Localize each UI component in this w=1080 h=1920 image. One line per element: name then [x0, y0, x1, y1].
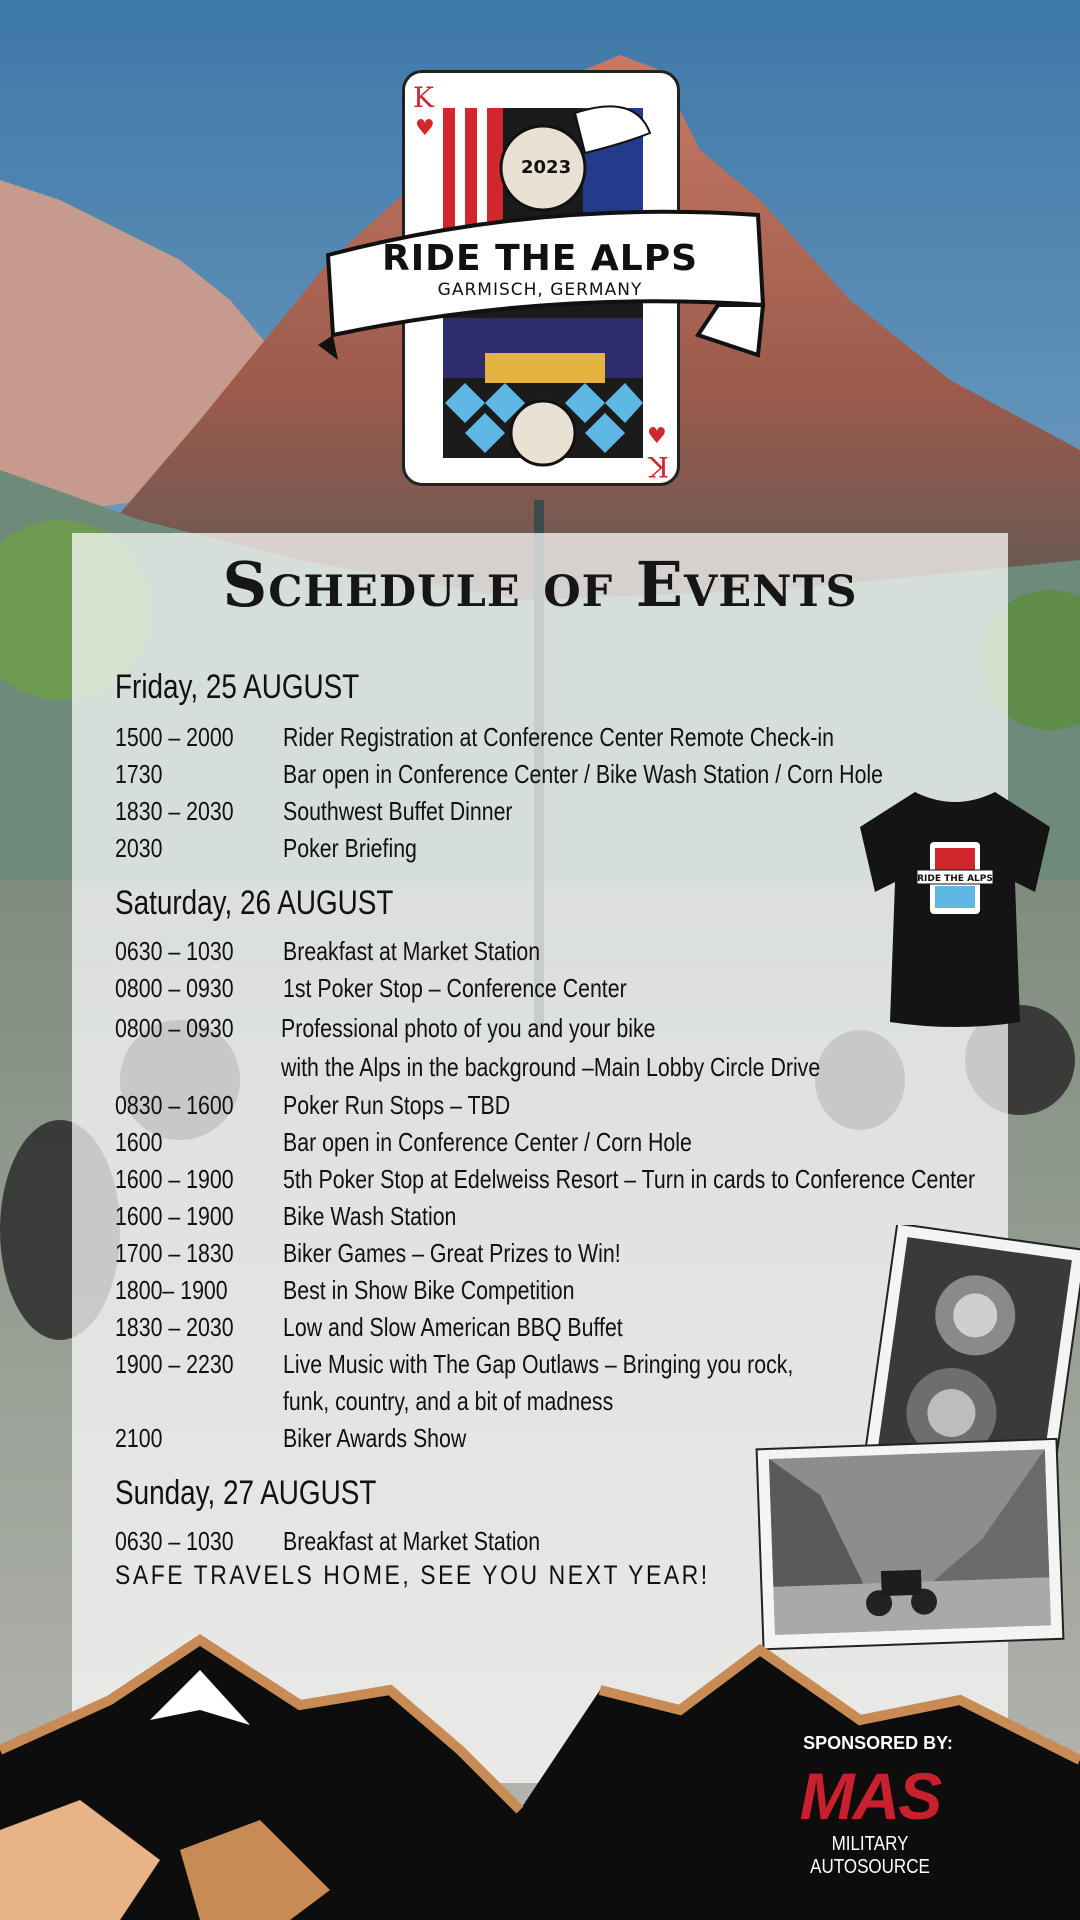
svg-text:♥: ♥ — [415, 116, 435, 141]
event-time: 1900 – 2230 — [115, 1349, 234, 1379]
event-time: 0830 – 1600 — [115, 1090, 234, 1120]
event-time: 1700 – 1830 — [115, 1238, 234, 1268]
tshirt-print-text: RIDE THE ALPS — [917, 874, 993, 884]
event-description-continued: with the Alps in the background –Main Lobby Circle Drive — [281, 1052, 821, 1082]
sponsor-name: MILITARY AUTOSOURCE — [810, 1833, 930, 1878]
event-description: Southwest Buffet Dinner — [283, 796, 513, 826]
event-description-continued: funk, country, and a bit of madness — [283, 1386, 614, 1416]
event-description: Low and Slow American BBQ Buffet — [283, 1312, 623, 1342]
event-description: Bike Wash Station — [283, 1201, 457, 1231]
card-rank-top: K — [413, 81, 434, 114]
event-description: Poker Briefing — [283, 833, 417, 863]
event-description: Poker Run Stops – TBD — [283, 1090, 511, 1120]
event-time: 0800 – 0930 — [115, 973, 234, 1003]
sponsor-label: SPONSORED BY: — [803, 1733, 953, 1753]
event-time: 1730 — [115, 759, 163, 789]
event-time: 2030 — [115, 833, 163, 863]
event-time: 2100 — [115, 1423, 163, 1453]
logo-year: 2023 — [521, 157, 572, 178]
card-rank-bottom: K — [648, 450, 669, 483]
event-description: Biker Games – Great Prizes to Win! — [283, 1238, 621, 1268]
event-description: 5th Poker Stop at Edelweiss Resort – Turn in cards to Conference Center — [283, 1164, 976, 1194]
event-time: 1600 – 1900 — [115, 1164, 234, 1194]
logo-banner-title: RIDE THE ALPS — [381, 238, 699, 279]
event-description: Professional photo of you and your bike — [281, 1013, 656, 1043]
event-description: Biker Awards Show — [283, 1423, 467, 1453]
event-time: 0800 – 0930 — [115, 1013, 234, 1043]
event-time: 1500 – 2000 — [115, 722, 234, 752]
tshirt-image — [855, 782, 1055, 1032]
event-description: Bar open in Conference Center / Corn Hole — [283, 1127, 692, 1157]
event-time: 1600 – 1900 — [115, 1201, 234, 1231]
sponsor-logo: MAS — [799, 1759, 941, 1833]
logo-banner-subtitle: GARMISCH, GERMANY — [437, 280, 643, 300]
event-time: 1830 – 2030 — [115, 796, 234, 826]
page-title: Schedule of Events — [222, 548, 858, 621]
event-description: Breakfast at Market Station — [283, 936, 541, 966]
event-description: Bar open in Conference Center / Bike Wash Station / Corn Hole — [283, 759, 884, 789]
event-description: Live Music with The Gap Outlaws – Bringing you rock, — [283, 1349, 794, 1379]
event-time: 1800– 1900 — [115, 1275, 228, 1305]
svg-text:♥: ♥ — [647, 424, 667, 449]
event-description: 1st Poker Stop – Conference Center — [283, 973, 627, 1003]
event-description: Rider Registration at Conference Center Remote Check-in — [283, 722, 835, 752]
event-description: Best in Show Bike Competition — [283, 1275, 575, 1305]
day-heading-sunday: Sunday, 27 AUGUST — [115, 1474, 377, 1512]
day-heading-friday: Friday, 25 AUGUST — [115, 668, 360, 706]
event-time: 1830 – 2030 — [115, 1312, 234, 1342]
closing-message: SAFE TRAVELS HOME, SEE YOU NEXT YEAR! — [115, 1560, 710, 1590]
rider-photo — [752, 1432, 1072, 1657]
day-heading-saturday: Saturday, 26 AUGUST — [115, 884, 394, 922]
event-description: Breakfast at Market Station — [283, 1526, 541, 1556]
event-time: 0630 – 1030 — [115, 936, 234, 966]
event-time: 0630 – 1030 — [115, 1526, 234, 1556]
event-time: 1600 — [115, 1127, 163, 1157]
